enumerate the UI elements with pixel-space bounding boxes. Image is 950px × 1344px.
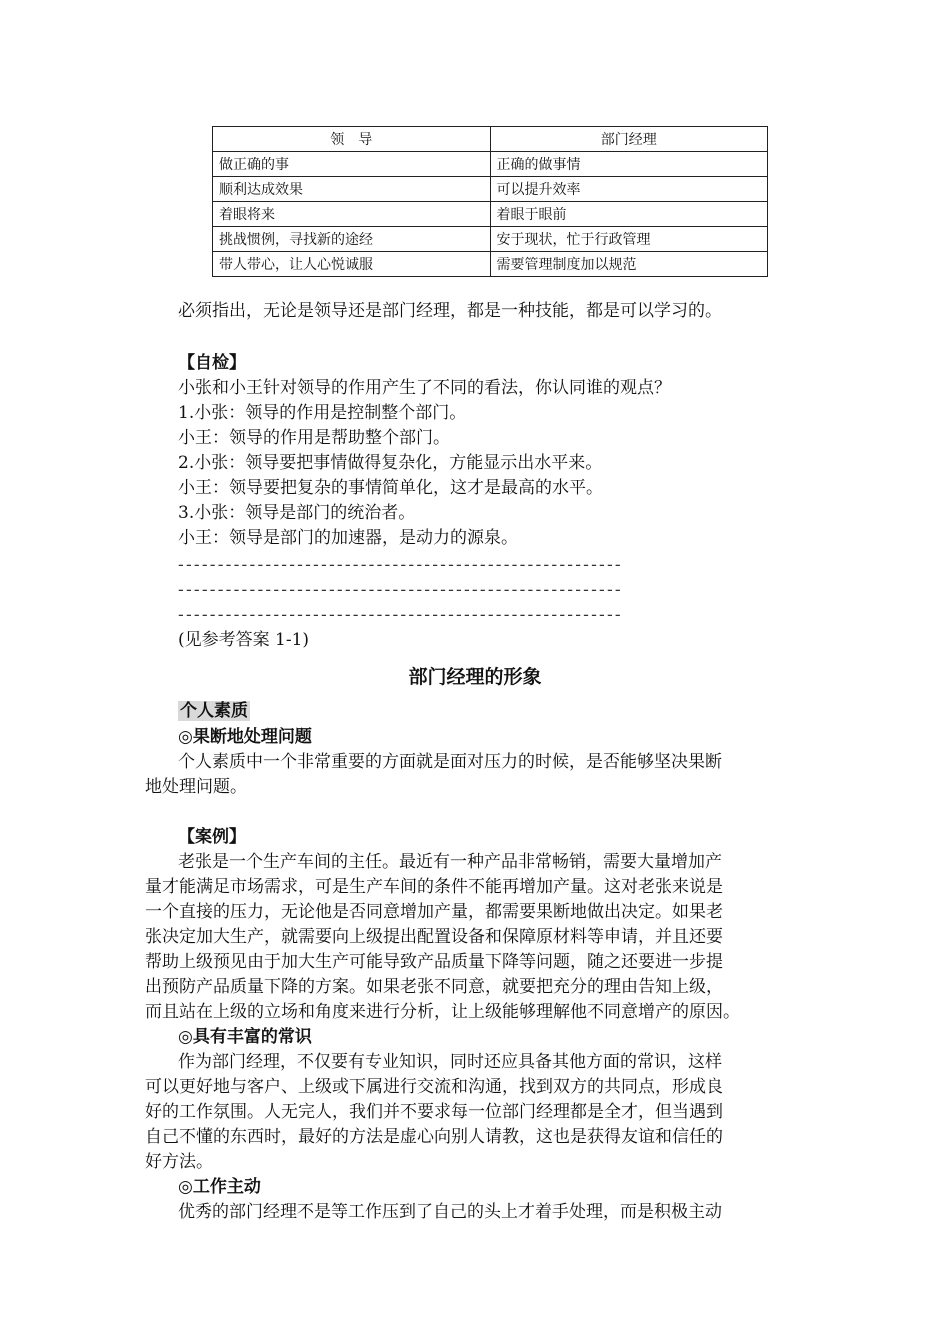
table-cell: 着眼将来 xyxy=(213,202,491,227)
paragraph-line: 好方法。 xyxy=(145,1152,213,1172)
case-line: 一个直接的压力，无论他是否同意增加产量，都需要果断地做出决定。如果老 xyxy=(145,902,723,922)
subtitle-text: 个人素质 xyxy=(180,701,248,721)
subheading-decisive: ◎果断地处理问题 xyxy=(178,727,312,747)
paragraph-line: 好的工作氛围。人无完人，我们并不要求每一位部门经理都是全才，但当遇到 xyxy=(145,1102,723,1122)
table-cell: 需要管理制度加以规范 xyxy=(490,252,768,277)
table-cell: 安于现状，忙于行政管理 xyxy=(490,227,768,252)
table-row xyxy=(213,152,768,177)
case-line: 而且站在上级的立场和角度来进行分析，让上级能够理解他不同意增产的原因。 xyxy=(145,1002,740,1022)
subheading-common-sense: ◎具有丰富的常识 xyxy=(178,1027,312,1047)
table-header-row xyxy=(213,127,768,152)
answer-line: -------------------------------------------------------- xyxy=(178,580,623,600)
table-row xyxy=(213,252,768,277)
case-line: 量才能满足市场需求，可是生产车间的条件不能再增加产量。这对老张来说是 xyxy=(145,877,723,897)
paragraph-line: 可以更好地与客户、上级或下属进行交流和沟通，找到双方的共同点，形成良 xyxy=(145,1077,723,1097)
table-row xyxy=(213,227,768,252)
answer-reference: (见参考答案 1-1) xyxy=(178,630,310,650)
table-cell: 可以提升效率 xyxy=(490,177,768,202)
answer-line: -------------------------------------------------------- xyxy=(178,605,623,625)
table-cell: 顺利达成效果 xyxy=(213,177,491,202)
section-title: 部门经理的形象 xyxy=(408,666,542,688)
table-cell: 做正确的事 xyxy=(213,152,491,177)
paragraph-line: 优秀的部门经理不是等工作压到了自己的头上才着手处理，而是积极主动 xyxy=(178,1202,722,1222)
selfcheck-heading: 【自检】 xyxy=(178,353,246,373)
subheading-proactive: ◎工作主动 xyxy=(178,1177,261,1197)
table-cell: 正确的做事情 xyxy=(490,152,768,177)
table-cell: 着眼于眼前 xyxy=(490,202,768,227)
paragraph-line: 作为部门经理，不仅要有专业知识，同时还应具备其他方面的常识，这样 xyxy=(178,1052,722,1072)
comparison-table xyxy=(212,126,768,277)
selfcheck-line: 小王：领导是部门的加速器，是动力的源泉。 xyxy=(178,528,518,548)
note-text: 必须指出，无论是领导还是部门经理，都是一种技能，都是可以学习的。 xyxy=(178,301,722,321)
table-header: 领 导 xyxy=(213,127,491,152)
paragraph-line: 个人素质中一个非常重要的方面就是面对压力的时候，是否能够坚决果断 xyxy=(178,752,722,772)
case-line: 出预防产品质量下降的方案。如果老张不同意，就要把充分的理由告知上级， xyxy=(145,977,723,997)
paragraph-line: 地处理问题。 xyxy=(145,777,247,797)
answer-line: -------------------------------------------------------- xyxy=(178,555,623,575)
paragraph-line: 自己不懂的东西时，最好的方法是虚心向别人请教，这也是获得友谊和信任的 xyxy=(145,1127,723,1147)
section-subtitle xyxy=(178,698,250,724)
table-cell: 带人带心，让人心悦诚服 xyxy=(213,252,491,277)
case-line: 老张是一个生产车间的主任。最近有一种产品非常畅销，需要大量增加产 xyxy=(178,852,722,872)
selfcheck-line: 小王：领导要把复杂的事情简单化，这才是最高的水平。 xyxy=(178,478,603,498)
selfcheck-line: 小王：领导的作用是帮助整个部门。 xyxy=(178,428,450,448)
case-heading: 【案例】 xyxy=(178,827,246,847)
table-cell: 挑战惯例，寻找新的途经 xyxy=(213,227,491,252)
selfcheck-line: 小张和小王针对领导的作用产生了不同的看法，你认同谁的观点？ xyxy=(178,378,671,398)
selfcheck-line: 2.小张：领导要把事情做得复杂化，方能显示出水平来。 xyxy=(178,453,603,473)
case-line: 帮助上级预见由于加大生产可能导致产品质量下降等问题，随之还要进一步提 xyxy=(145,952,723,972)
table-row xyxy=(213,177,768,202)
table-header: 部门经理 xyxy=(490,127,768,152)
selfcheck-line: 3.小张：领导是部门的统治者。 xyxy=(178,503,416,523)
table-row xyxy=(213,202,768,227)
selfcheck-line: 1.小张：领导的作用是控制整个部门。 xyxy=(178,403,467,423)
case-line: 张决定加大生产，就需要向上级提出配置设备和保障原材料等申请，并且还要 xyxy=(145,927,723,947)
